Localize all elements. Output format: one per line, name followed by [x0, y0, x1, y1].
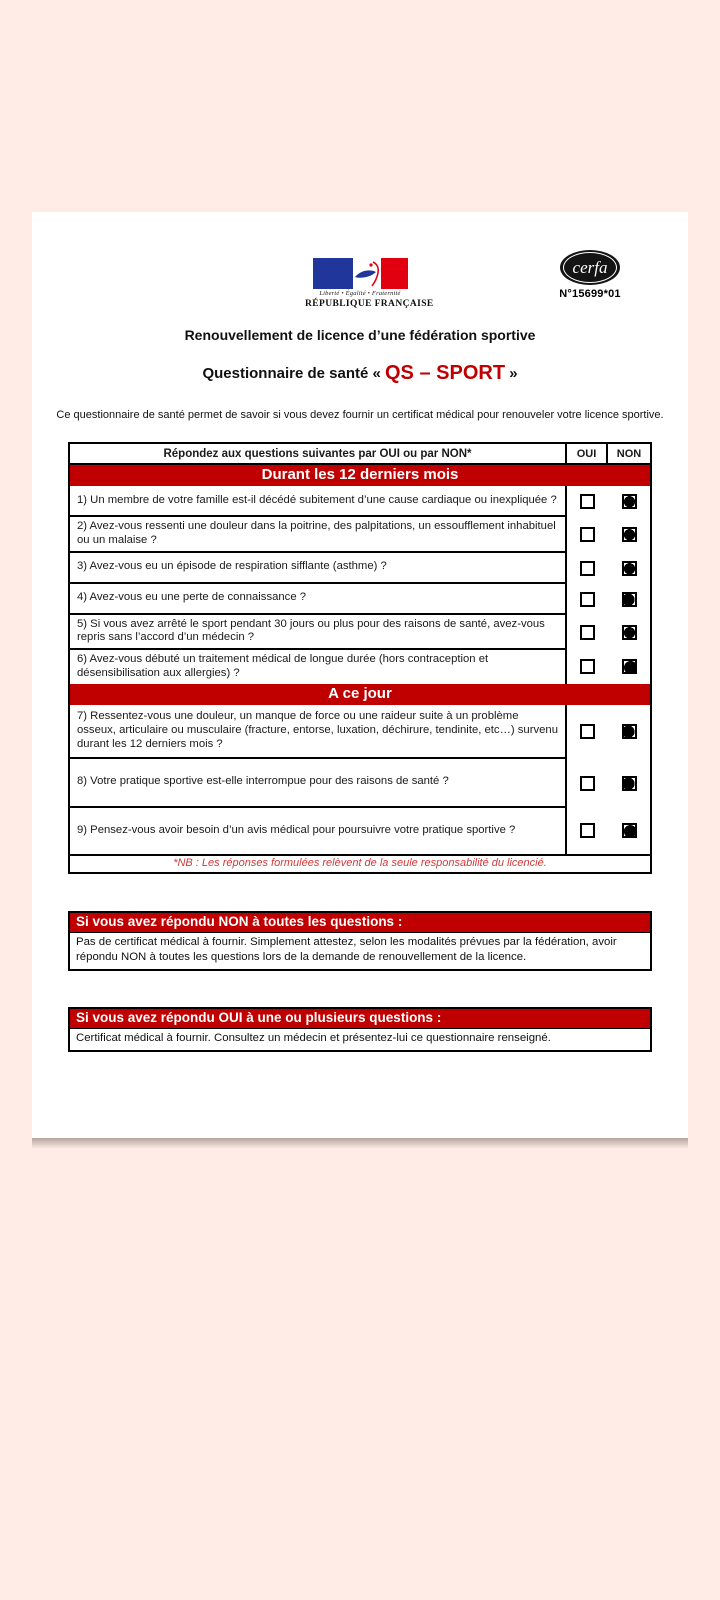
republique-francaise-logo [305, 258, 434, 309]
question-text: 5) Si vous avez arrêté le sport pendant 30 jours ou plus pour des raisons de santé, avez-vous repris sans l’accord d’un médecin ? [70, 615, 567, 651]
oui-cell [567, 561, 609, 576]
oui-cell [567, 494, 609, 509]
oui-checkbox[interactable] [580, 527, 595, 542]
french-flag-icon [313, 258, 408, 289]
result-box-title: Si vous avez répondu OUI à une ou plusieurs questions : [70, 1009, 650, 1029]
non-checkbox[interactable] [622, 776, 637, 791]
answer-cells [567, 650, 650, 684]
questions-table [68, 442, 652, 874]
question-row [70, 615, 650, 651]
question-row [70, 808, 650, 854]
questions-table-body [70, 465, 650, 854]
question-text: 3) Avez-vous eu un épisode de respiration sifflante (asthme) ? [70, 553, 567, 584]
question-text: 6) Avez-vous débuté un traitement médical de longue durée (hors contraception et désensibilisation aux allergies) ? [70, 650, 567, 684]
question-text: 2) Avez-vous ressenti une douleur dans la poitrine, des palpitations, un essoufflement inhabituel ou un malaise ? [70, 517, 567, 553]
table-header-non: NON [616, 447, 642, 460]
non-cell [609, 561, 651, 576]
answer-cells [567, 486, 650, 517]
oui-checkbox[interactable] [580, 659, 595, 674]
non-checkbox[interactable] [622, 724, 637, 739]
result-box-title: Si vous avez répondu NON à toutes les questions : [70, 913, 650, 933]
non-cell [609, 592, 651, 607]
section-header: A ce jour [70, 684, 650, 705]
non-cell [609, 724, 651, 739]
non-checkbox[interactable] [622, 592, 637, 607]
answer-cells [567, 584, 650, 615]
answer-cells [567, 615, 650, 651]
subtitle-highlight: QS – SPORT [385, 362, 506, 384]
non-cell [609, 659, 651, 674]
non-cell [609, 527, 651, 542]
answer-cells [567, 705, 650, 759]
oui-checkbox[interactable] [580, 592, 595, 607]
non-checkbox[interactable] [622, 625, 637, 640]
oui-checkbox[interactable] [580, 625, 595, 640]
logo-country: RÉPUBLIQUE FRANÇAISE [305, 298, 434, 309]
result-box-body: Pas de certificat médical à fournir. Simplement attestez, selon les modalités prévues par la fédération, avoir répondu NON à toutes les questions lors de la demande de renouvellement de la licence. [76, 935, 617, 963]
question-text: 1) Un membre de votre famille est-il décédé subitement d’une cause cardiaque ou inexpliquée ? [70, 486, 567, 517]
logo-motto: Liberté • Égalité • Fraternité [319, 290, 401, 297]
non-checkbox[interactable] [622, 823, 637, 838]
question-row [70, 517, 650, 553]
document-page [32, 212, 688, 1138]
result-box [68, 1007, 652, 1052]
non-cell [609, 823, 651, 838]
cerfa-oval-icon [560, 250, 620, 285]
answer-cells [567, 517, 650, 553]
subtitle-prefix: Questionnaire de santé « [202, 365, 385, 382]
oui-cell [567, 625, 609, 640]
cerfa-logo-block [550, 250, 630, 300]
table-header-question: Répondez aux questions suivantes par OUI ou par NON* [70, 444, 567, 463]
result-box-body: Certificat médical à fournir. Consultez un médecin et présentez-lui ce questionnaire renseigné. [76, 1031, 551, 1044]
oui-checkbox[interactable] [580, 494, 595, 509]
subtitle-suffix: » [505, 365, 518, 382]
question-row [70, 650, 650, 684]
non-checkbox[interactable] [622, 527, 637, 542]
section-header: Durant les 12 derniers mois [70, 465, 650, 486]
logo-row [32, 212, 688, 312]
non-cell [609, 494, 651, 509]
question-text: 4) Avez-vous eu une perte de connaissance ? [70, 584, 567, 615]
oui-cell [567, 724, 609, 739]
oui-checkbox[interactable] [580, 724, 595, 739]
answer-cells [567, 759, 650, 808]
question-row [70, 584, 650, 615]
page-title: Renouvellement de licence d’une fédération sportive [184, 327, 536, 343]
non-checkbox[interactable] [622, 659, 637, 674]
table-footnote: *NB : Les réponses formulées relèvent de la seule responsabilité du licencié. [70, 854, 650, 872]
cerfa-form-number: N°15699*01 [559, 288, 621, 300]
oui-cell [567, 823, 609, 838]
answer-cells [567, 808, 650, 854]
question-text: 9) Pensez-vous avoir besoin d’un avis médical pour poursuivre votre pratique sportive ? [70, 808, 567, 854]
oui-checkbox[interactable] [580, 561, 595, 576]
oui-cell [567, 592, 609, 607]
table-header-row [70, 444, 650, 465]
result-box [68, 911, 652, 971]
non-checkbox[interactable] [622, 494, 637, 509]
oui-checkbox[interactable] [580, 823, 595, 838]
answer-cells [567, 553, 650, 584]
table-header-oui: OUI [567, 444, 608, 463]
non-cell [609, 625, 651, 640]
question-text: 8) Votre pratique sportive est-elle interrompue pour des raisons de santé ? [70, 759, 567, 808]
oui-cell [567, 776, 609, 791]
question-row [70, 486, 650, 517]
question-row [70, 705, 650, 759]
result-boxes [32, 911, 688, 1052]
oui-cell [567, 659, 609, 674]
intro-text: Ce questionnaire de santé permet de savoir si vous devez fournir un certificat médical pour renouveler votre licence sportive. [56, 409, 664, 421]
non-checkbox[interactable] [622, 561, 637, 576]
non-cell [609, 776, 651, 791]
page-subtitle [32, 362, 688, 385]
oui-cell [567, 527, 609, 542]
cerfa-logo-text: cerfa [572, 258, 608, 277]
question-row [70, 553, 650, 584]
question-text: 7) Ressentez-vous une douleur, un manque de force ou une raideur suite à un problème osseux, articulaire ou musculaire (fracture, entorse, luxation, déchirure, tendinite, etc…) survenu durant les 12 derniers mois ? [70, 705, 567, 759]
question-row [70, 759, 650, 808]
oui-checkbox[interactable] [580, 776, 595, 791]
